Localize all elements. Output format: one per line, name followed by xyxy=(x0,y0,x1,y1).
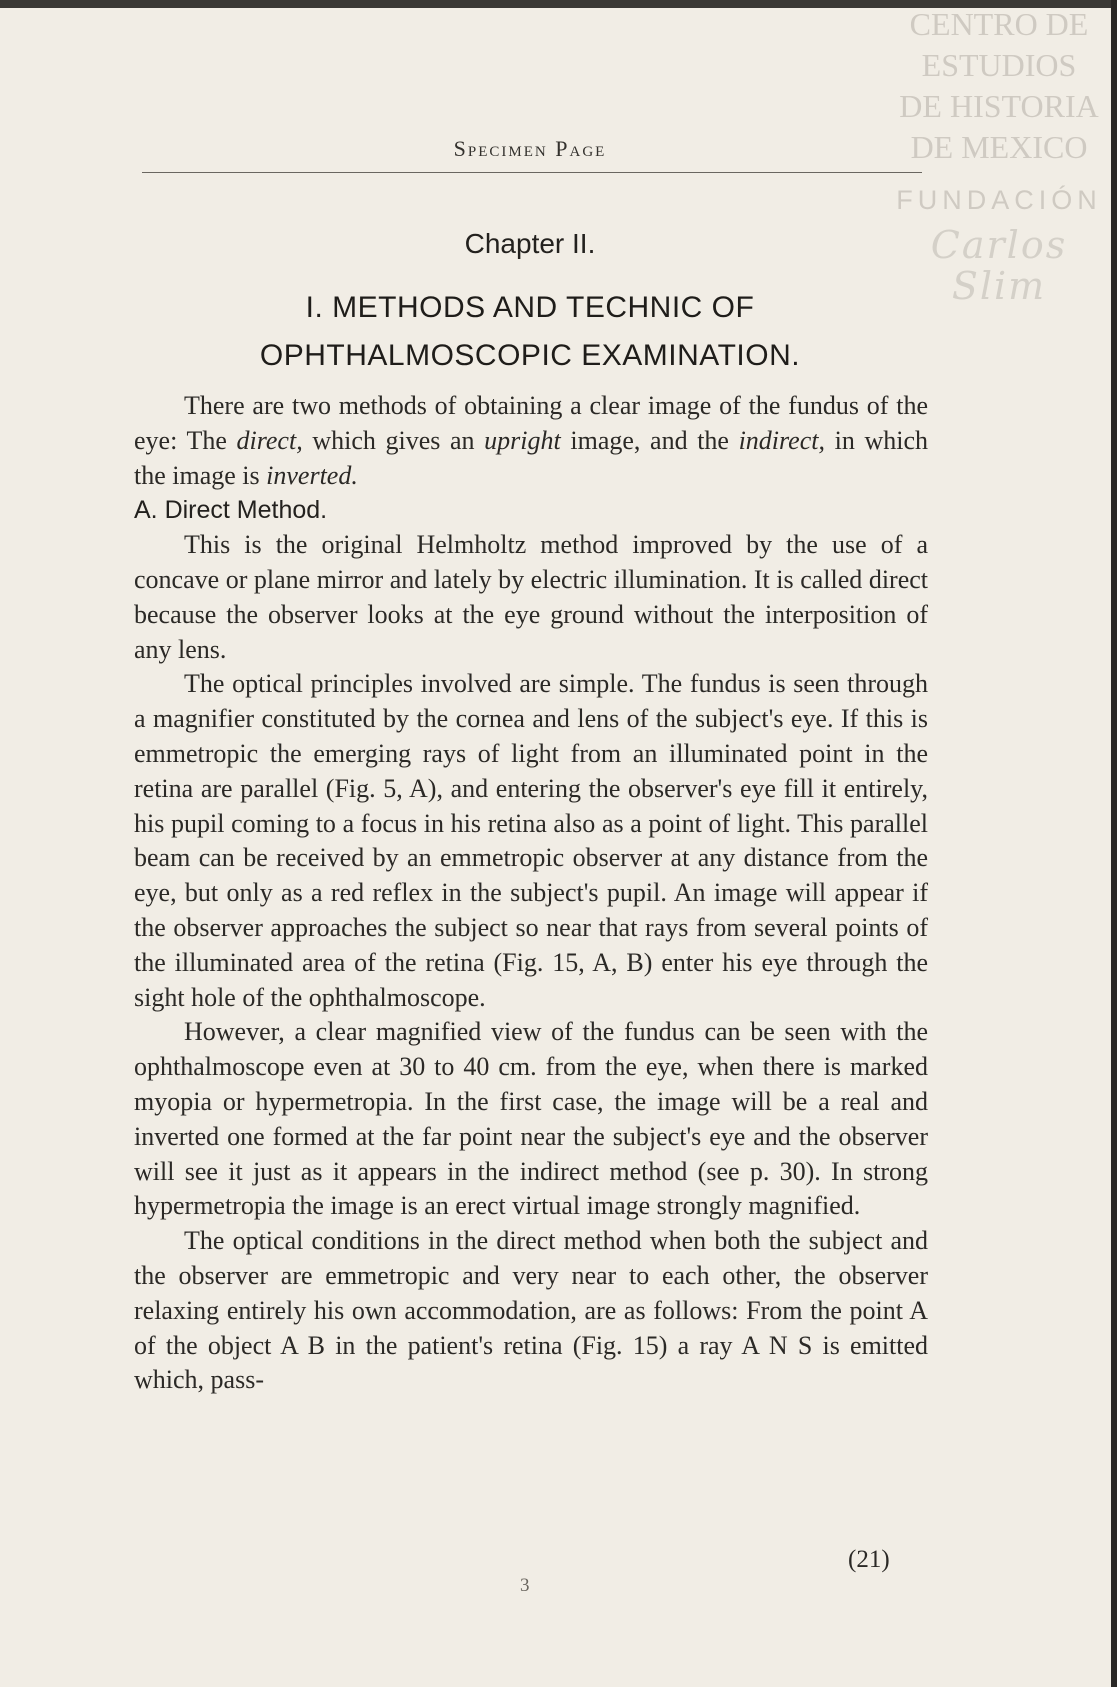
signature-mark: 3 xyxy=(520,1575,530,1596)
paragraph: However, a clear magnified view of the fundus can be seen with the ophthalmoscope even at 30 to 40 cm. from the eye, when there is marked myopia or hypermetropia. In the first case, the image will be a real and inverted one formed at the far point near the subject's eye and the observer will see it just as it appears in the indirect method (see p. 30). In strong hypermetropia the image is an erect virtual image strongly magnified. xyxy=(134,1017,928,1221)
title-line-2: OPHTHALMOSCOPIC EXAMINATION. xyxy=(259,339,801,372)
watermark-line: ESTUDIOS xyxy=(921,47,1077,83)
title-line-1: I. METHODS AND TECHNIC OF xyxy=(305,291,755,324)
paragraph: This is the original Helmholtz method improved by the use of a concave or plane mirror and lately by electric illumination. It is called direct because the observer looks at the eye ground without the interposition of any lens. xyxy=(134,530,928,664)
paragraph: The optical conditions in the direct method when both the subject and the observer are emmetropic and very near to each other, the observer relaxing entirely his own accommodation, are as follows: From the point A of the object A B in the patient's retina (Fig. 15) a ray A N S is emitted which, pass- xyxy=(134,1226,928,1395)
running-head: Specimen Page xyxy=(453,136,607,161)
section-heading: A. Direct Method. xyxy=(134,496,328,525)
chapter-title xyxy=(140,284,920,380)
intro-text: image, and the xyxy=(560,425,739,455)
intro-emphasis: direct, xyxy=(236,425,303,455)
watermark-signature: Carlos Slim xyxy=(930,223,1068,308)
watermark-fundacion: FUNDACIÓN xyxy=(896,185,1102,215)
watermark-line: DE MEXICO xyxy=(910,129,1088,165)
intro-text: There are two methods of obtaining a clear image of the fundus of the eye: The xyxy=(134,391,928,455)
page-number: (21) xyxy=(848,1546,890,1573)
intro-emphasis: inverted. xyxy=(266,460,358,490)
intro-emphasis: upright xyxy=(484,425,561,455)
body-text xyxy=(134,389,928,1398)
watermark-line: DE HISTORIA xyxy=(899,88,1099,124)
intro-text: in which the image is xyxy=(134,425,928,490)
header-rule xyxy=(142,172,922,173)
intro-text: which gives an xyxy=(302,425,485,455)
watermark-line: CENTRO DE xyxy=(909,6,1089,42)
intro-paragraph xyxy=(134,389,928,493)
chapter-heading: Chapter II. xyxy=(464,228,596,259)
paragraph: The optical principles involved are simple. The fundus is seen through a magnifier constituted by the cornea and lens of the subject's eye. If this is emmetropic the emerging rays of light from an illuminated point in the retina are parallel (Fig. 5, A), and entering the observer's eye fill it entirely, his pupil coming to a focus in his retina also as a point of light. This parallel beam can be received by an emmetropic observer at any distance from the eye, but only as a red reflex in the subject's pupil. An image will appear if the observer approaches the subject so near that rays from several points of the illuminated area of the retina (Fig. 15, A, B) enter his eye through the sight hole of the ophthalmoscope. xyxy=(134,669,928,1012)
intro-emphasis: indirect, xyxy=(738,425,825,455)
